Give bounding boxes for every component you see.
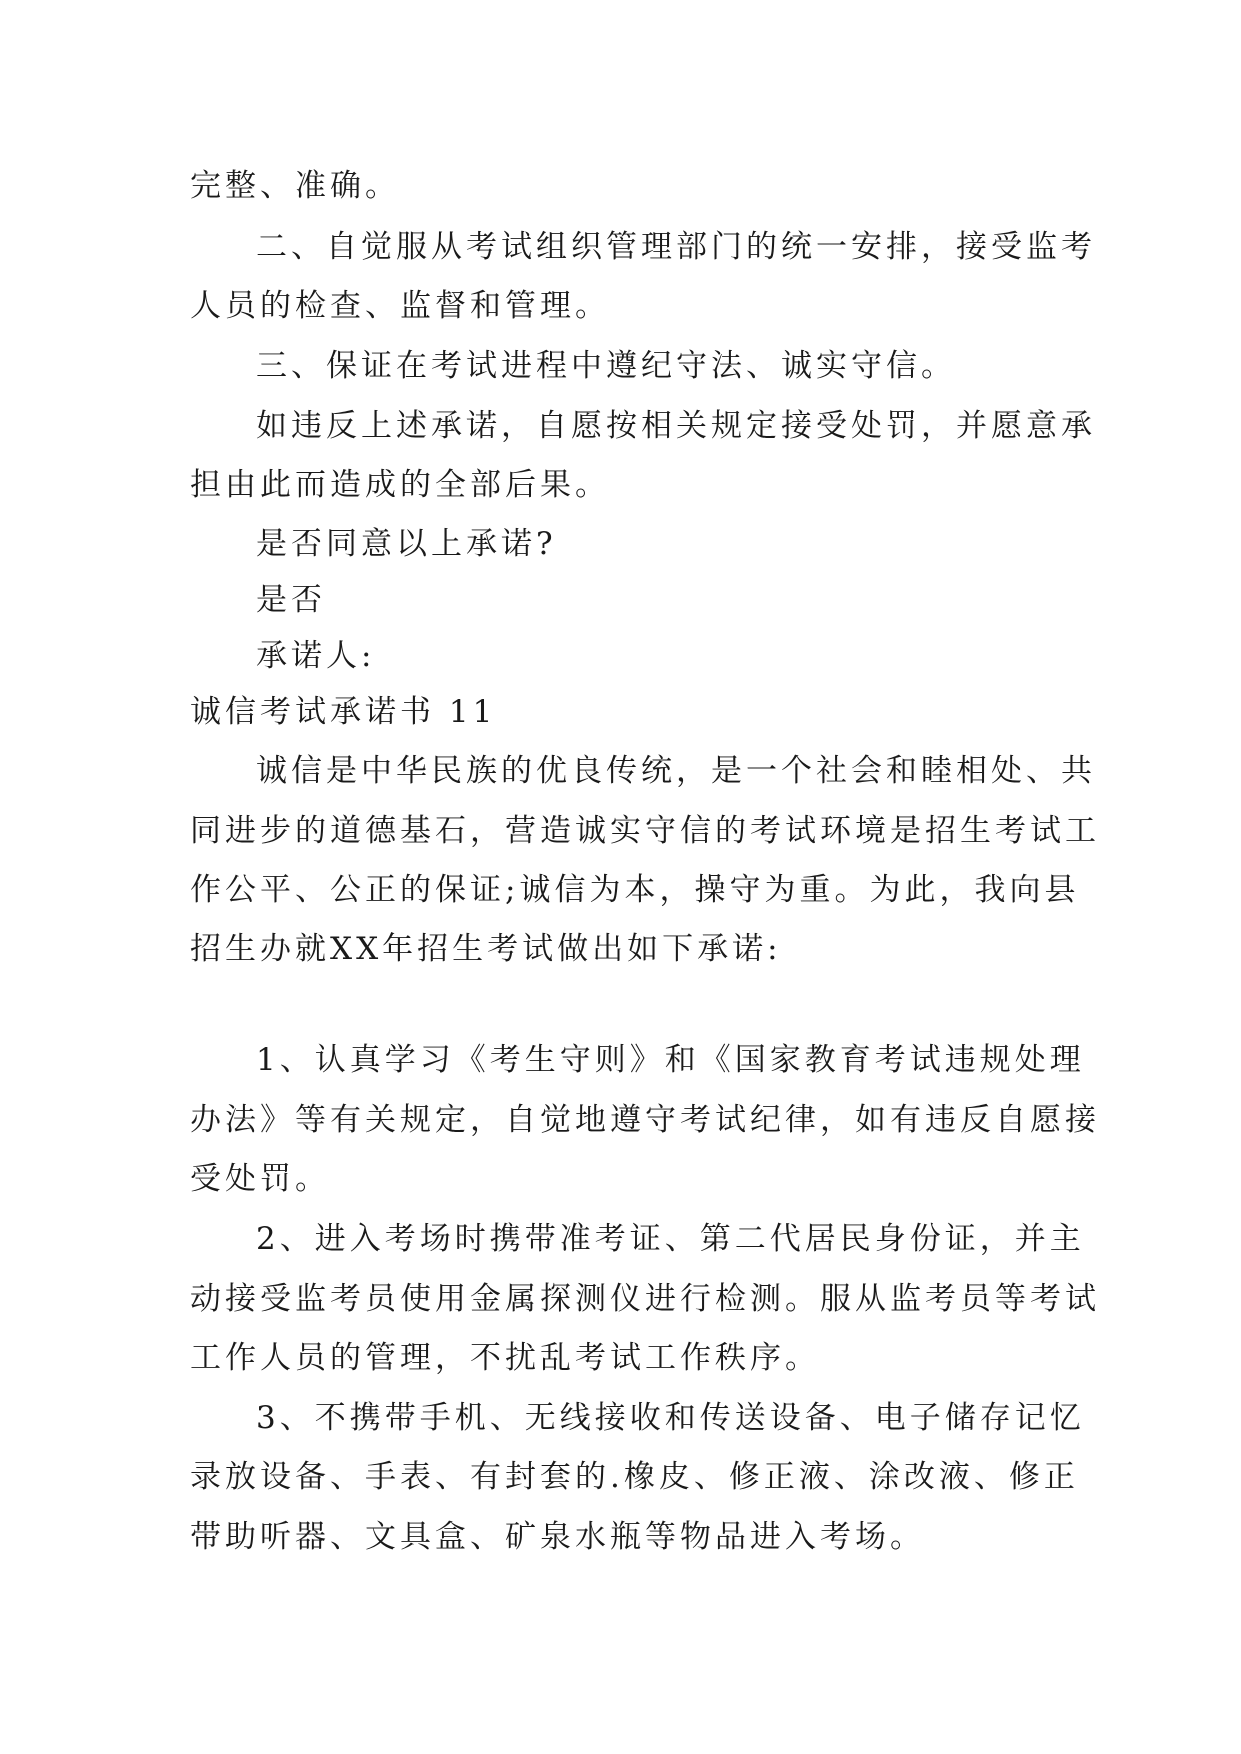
text-line: 人员的检查、监督和管理。 <box>190 288 610 324</box>
text-line: 是否 <box>256 582 326 618</box>
text-line: 如违反上述承诺，自愿按相关规定接受处罚，并愿意承 <box>256 408 1096 444</box>
text-line: 1、认真学习《考生守则》和《国家教育考试违规处理 <box>256 1042 1085 1078</box>
text-line: 2、进入考场时携带准考证、第二代居民身份证，并主 <box>256 1221 1085 1257</box>
text-line: 工作人员的管理，不扰乱考试工作秩序。 <box>190 1340 820 1376</box>
text-line: 承诺人: <box>256 638 376 674</box>
text-line: 完整、准确。 <box>190 168 400 204</box>
text-line: 三、保证在考试进程中遵纪守法、诚实守信。 <box>256 348 956 384</box>
text-line: 担由此而造成的全部后果。 <box>190 467 610 503</box>
section-heading: 诚信考试承诺书 11 <box>190 694 497 730</box>
text-line: 作公平、公正的保证;诚信为本，操守为重。为此，我向县 <box>190 872 1080 908</box>
text-line: 招生办就XX年招生考试做出如下承诺: <box>190 931 782 967</box>
text-line: 3、不携带手机、无线接收和传送设备、电子储存记忆 <box>256 1400 1085 1436</box>
text-line: 动接受监考员使用金属探测仪进行检测。服从监考员等考试 <box>190 1281 1100 1317</box>
text-line: 同进步的道德基石，营造诚实守信的考试环境是招生考试工 <box>190 813 1100 849</box>
text-line: 录放设备、手表、有封套的.橡皮、修正液、涂改液、修正 <box>190 1459 1079 1495</box>
text-line: 诚信是中华民族的优良传统，是一个社会和睦相处、共 <box>256 753 1096 789</box>
text-line: 是否同意以上承诺? <box>256 526 557 562</box>
text-line: 办法》等有关规定，自觉地遵守考试纪律，如有违反自愿接 <box>190 1102 1100 1138</box>
text-line: 受处罚。 <box>190 1161 330 1197</box>
text-line: 二、自觉服从考试组织管理部门的统一安排，接受监考 <box>256 229 1096 265</box>
text-line: 带助听器、文具盒、矿泉水瓶等物品进入考场。 <box>190 1519 925 1555</box>
